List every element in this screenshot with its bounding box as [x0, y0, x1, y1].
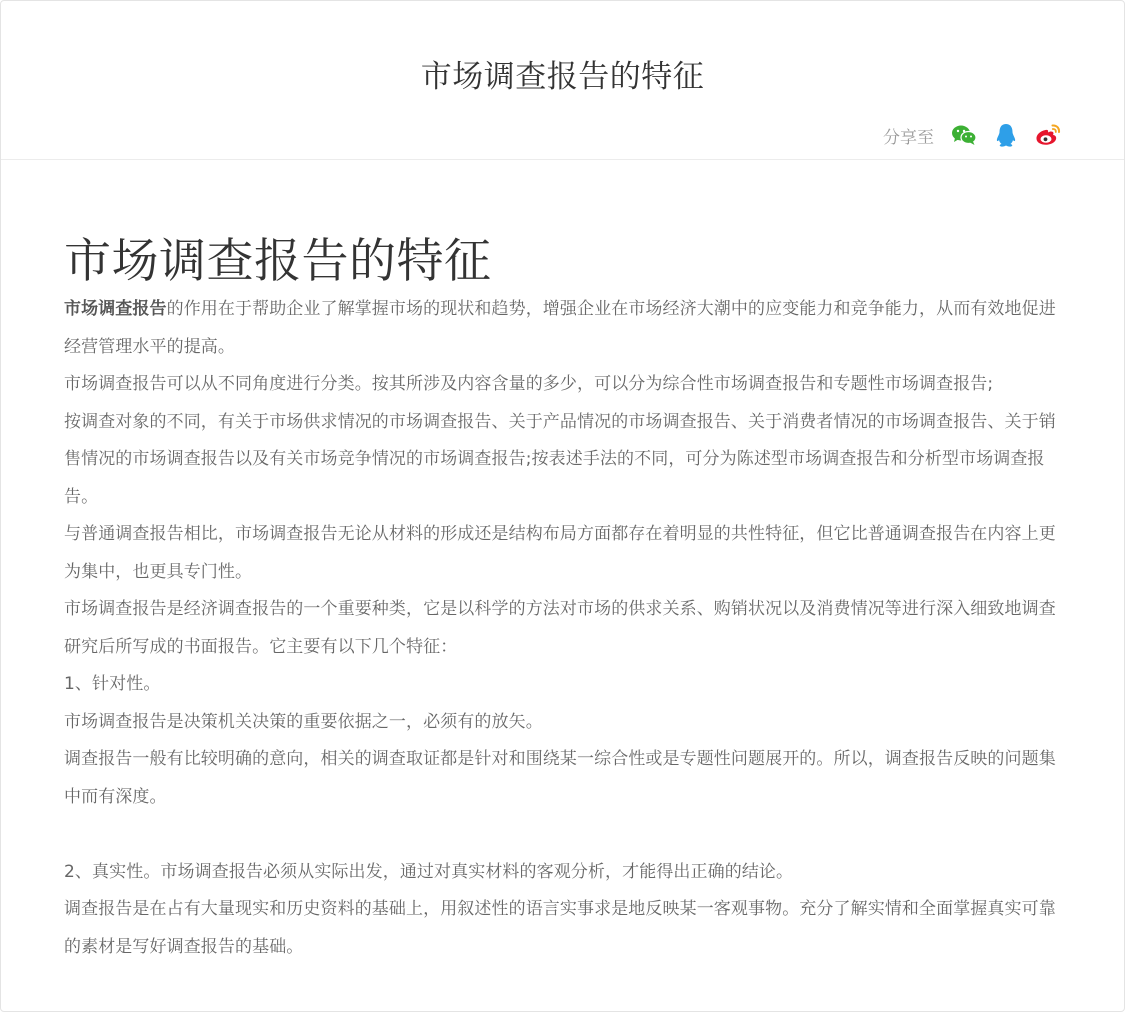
qq-icon[interactable] [992, 121, 1020, 149]
intro-keyword[interactable]: 市场调查报告 [64, 299, 167, 319]
section-heading: 1、针对性。 [64, 674, 161, 694]
spacer [64, 816, 1064, 854]
paragraph: 调查报告是在占有大量现实和历史资料的基础上，用叙述性的语言实事求是地反映某一客观事物。充分了解实情和全面掌握真实可靠的素材是写好调查报告的基础。 [64, 899, 1056, 957]
paragraph: 市场调查报告是经济调查报告的一个重要种类，它是以科学的方法对市场的供求关系、购销状况以及消费情况等进行深入细致地调查研究后所写成的书面报告。它主要有以下几个特征： [64, 599, 1056, 657]
page-title: 市场调查报告的特征 [420, 59, 705, 95]
paragraph: 按调查对象的不同，有关于市场供求情况的市场调查报告、关于产品情况的市场调查报告、关于消费者情况的市场调查报告、关于销售情况的市场调查报告以及有关市场竞争情况的市场调查报告;按表述手法的不同，可分为陈述型市场调查报告和分析型市场调查报告。 [64, 411, 1056, 507]
weibo-icon[interactable] [1034, 121, 1062, 149]
page-header [1, 1, 1124, 160]
wechat-icon[interactable] [950, 121, 978, 149]
article-body [64, 233, 1064, 966]
article-title: 市场调查报告的特征 [64, 234, 492, 289]
paragraph: 调查报告一般有比较明确的意向，相关的调查取证都是针对和围绕某一综合性或是专题性问题展开的。所以，调查报告反映的问题集中而有深度。 [64, 749, 1056, 807]
intro-paragraph [64, 291, 1064, 366]
section-heading: 2、真实性。市场调查报告必须从实际出发，通过对真实材料的客观分析，才能得出正确的结论。 [64, 861, 794, 882]
paragraph: 市场调查报告可以从不同角度进行分类。按其所涉及内容含量的多少，可以分为综合性市场调查报告和专题性市场调查报告; [64, 374, 994, 394]
share-bar [883, 121, 1062, 149]
intro-text: 的作用在于帮助企业了解掌握市场的现状和趋势，增强企业在市场经济大潮中的应变能力和竞争能力，从而有效地促进经营管理水平的提高。 [64, 299, 1056, 357]
paragraph: 与普通调查报告相比，市场调查报告无论从材料的形成还是结构布局方面都存在着明显的共性特征，但它比普通调查报告在内容上更为集中，也更具专门性。 [64, 524, 1056, 582]
paragraph: 市场调查报告是决策机关决策的重要依据之一，必须有的放矢。 [64, 711, 543, 732]
share-label: 分享至 [883, 127, 934, 148]
